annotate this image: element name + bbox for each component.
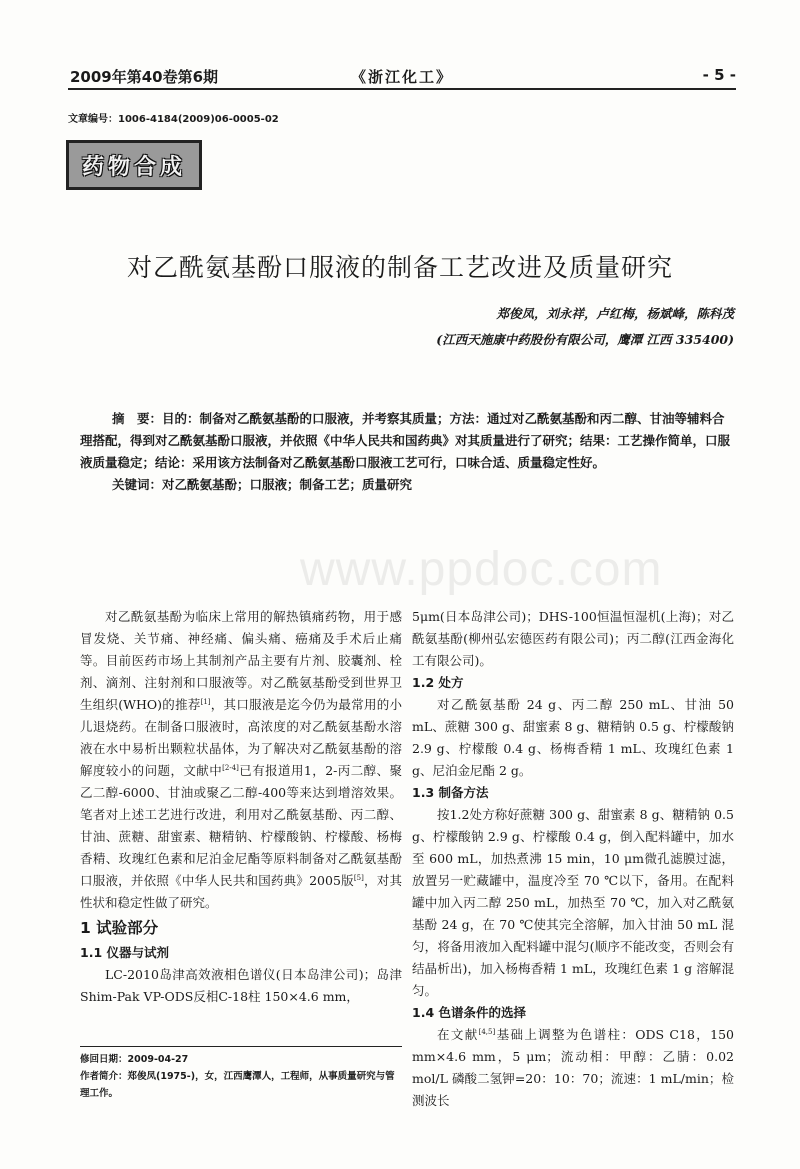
running-header <box>68 64 736 90</box>
issue-info: 2009年第40卷第6期 <box>70 68 219 86</box>
column-label: 药物合成 <box>81 154 186 180</box>
intro-paragraph: 对乙酰氨基酚为临床上常用的解热镇痛药物，用于感冒发烧、关节痛、神经痛、偏头痛、癌痛及手术后止痛等。目前医药市场上其制剂产品主要有片剂、胶囊剂、栓剂、滴剂、注射剂和口服液等。对乙酰氨基酚受到世界卫生组织(WHO)的推荐[1]，其口服液是迄今仍为最常用的小儿退烧药。在制备口服液时，高浓度的对乙酰氨基酚水溶液在水中易析出颗粒状晶体，为了解决对乙酰氨基酚的溶解度较小的问题，文献中[2-4]已有报道用1，2-丙二醇、聚乙二醇-6000、甘油或聚乙二醇-400等来达到增溶效果。笔者对上述工艺进行改进，利用对乙酰氨基酚、丙二醇、甘油、蔗糖、甜蜜素、糖精钠、柠檬酸钠、柠檬酸、杨梅香精、玫瑰红色素和尼泊金尼酯等原料制备对乙酰氨基酚口服液，并依照《中华人民共和国药典》2005版[5]，对其性状和稳定性做了研究。 <box>80 609 402 910</box>
author-bio: 作者简介：郑俊凤(1975-)，女，江西鹰潭人，工程师，从事质量研究与管理工作。 <box>80 1071 395 1099</box>
affiliation: (江西天施康中药股份有限公司，鹰潭 江西 335400) <box>436 332 734 347</box>
instruments-continued: 5μm(日本岛津公司)；DHS-100恒温恒湿机(上海)；对乙酰氨基酚(柳州弘宏德医药有限公司)；丙二醇(江西金海化工有限公司)。 <box>412 609 734 668</box>
abstract <box>80 408 730 496</box>
page-number: - 5 - <box>702 66 736 84</box>
subsection-1-4: 1.4 色谱条件的选择 <box>412 1005 526 1020</box>
subsection-1-1: 1.1 仪器与试剂 <box>80 945 169 960</box>
keywords-label: 关键词： <box>112 477 163 492</box>
footnote <box>80 1046 402 1102</box>
right-column <box>412 606 734 1112</box>
ref-1: [1] <box>200 697 211 706</box>
paper-title: 对乙酰氨基酚口服液的制备工艺改进及质量研究 <box>126 253 673 282</box>
ref-2: [2-4] <box>222 763 239 772</box>
column-label-box <box>66 140 202 190</box>
abstract-text: 目的：制备对乙酰氨基酚的口服液，并考察其质量；方法：通过对乙酰氨基酚和丙二醇、甘油等辅料合理搭配，得到对乙酰氨基酚口服液，并依照《中华人民共和国药典》对其质量进行了研究；结果：工艺操作简单，口服液质量稳定；结论：采用该方法制备对乙酰氨基酚口服液工艺可行，口味合适、质量稳定性好。 <box>80 411 731 470</box>
formula-paragraph: 对乙酰氨基酚 24 g、丙二醇 250 mL、甘油 50 mL、蔗糖 300 g、甜蜜素 8 g、糖精钠 0.5 g、柠檬酸钠 2.9 g、柠檬酸 0.4 g、杨梅香精 1 mL、玫瑰红色素 1 g、尼泊金尼酯 2 g。 <box>412 697 734 778</box>
journal-name: 《浙江化工》 <box>350 68 453 86</box>
chromatography-paragraph: 在文献[4,5]基础上调整为色谱柱：ODS C18，150 mm×4.6 mm，5 μm；流动相：甲醇：乙腈：0.02 mol/L 磷酸二氢钾=20：10：70；流速：1 mL/min；检测波长 <box>412 1027 734 1108</box>
method-paragraph: 按1.2处方称好蔗糖 300 g、甜蜜素 8 g、糖精钠 0.5 g、柠檬酸钠 2.9 g、柠檬酸 0.4 g，倒入配料罐中，加水至 600 mL，加热煮沸 15 min，10 μm微孔滤膜过滤，放置另一贮藏罐中，温度冷至 70 ℃以下，备用。在配料罐中加入丙二醇 250 mL，加热至 70 ℃，加入对乙酰氨基酚 24 g，在 70 ℃使其完全溶解，加入甘油 50 mL 混匀，将备用液加入配料罐中混匀(顺序不能改变，否则会有结晶析出)，加入杨梅香精 1 mL，玫瑰红色素 1 g 溶解混匀。 <box>412 807 734 998</box>
ref-3: [5] <box>353 873 364 882</box>
ref-4: [4,5] <box>478 1027 496 1036</box>
watermark: www.ppdoc.com <box>300 543 663 596</box>
instruments-paragraph: LC-2010岛津高效液相色谱仪(日本岛津公司)；岛津Shim-Pak VP-ODS反相C-18柱 150×4.6 mm， <box>80 967 402 1004</box>
authors: 郑俊凤，刘永祥，卢红梅，杨斌峰，陈科茂 <box>496 306 734 321</box>
subsection-1-3: 1.3 制备方法 <box>412 785 489 800</box>
received-date: 修回日期：2009-04-27 <box>80 1054 189 1065</box>
abstract-label: 摘 要： <box>112 411 163 426</box>
subsection-1-2: 1.2 处方 <box>412 675 464 690</box>
section-heading-1: 1 试验部分 <box>80 919 159 937</box>
article-number: 文章编号：1006-4184(2009)06-0005-02 <box>68 114 279 125</box>
keywords-text: 对乙酰氨基酚；口服液；制备工艺；质量研究 <box>162 477 413 492</box>
left-column <box>80 606 402 1008</box>
